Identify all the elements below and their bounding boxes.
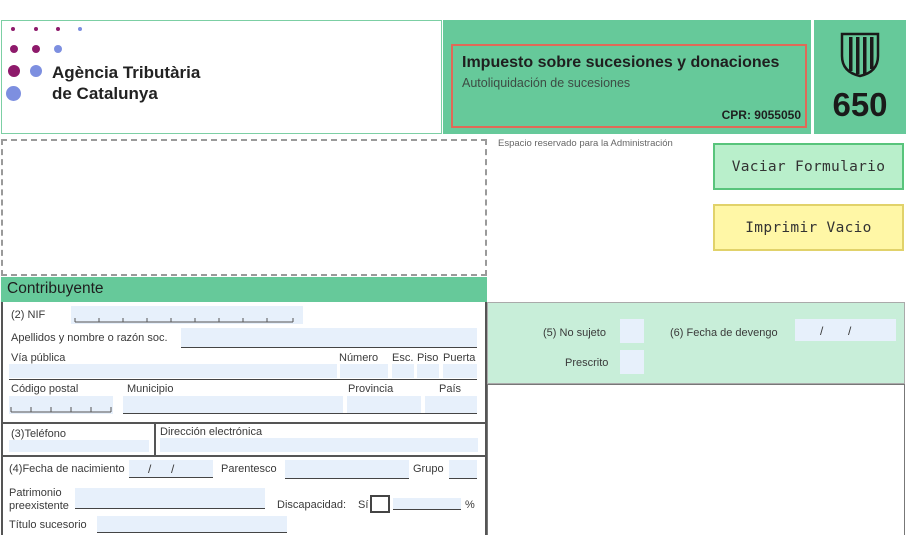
divider [3, 422, 487, 424]
door-label: Puerta [443, 352, 476, 364]
floor-input[interactable] [417, 364, 439, 378]
admin-reserved-label: Espacio reservado para la Administración [498, 138, 673, 149]
disability-underline [393, 509, 461, 510]
group-underline [449, 478, 477, 479]
agency-name-line1: Agència Tributària [52, 63, 201, 82]
nif-comb-ticks [71, 306, 303, 324]
succession-title-label: Título sucesorio [9, 519, 87, 531]
street-input[interactable] [9, 364, 337, 378]
logo-dot [56, 27, 60, 31]
date-separator: / [148, 462, 152, 476]
logo-dot [54, 45, 62, 53]
agency-name-line2: de Catalunya [52, 84, 158, 103]
stair-input[interactable] [392, 364, 414, 378]
email-input[interactable] [160, 438, 478, 452]
nif-label: (2) NIF [11, 309, 46, 321]
right-blank-area [487, 384, 905, 535]
succession-title-input[interactable] [97, 516, 287, 532]
birth-date-label: (4)Fecha de nacimiento [9, 463, 125, 475]
logo-dot [8, 65, 20, 77]
logo-dot [11, 27, 15, 31]
disability-label: Discapacidad: [277, 499, 347, 511]
model-box [814, 20, 906, 134]
birth-date-underline [129, 477, 213, 478]
street-label: Vía pública [11, 352, 66, 364]
date-separator: / [820, 324, 824, 338]
prescribed-label: Prescrito [565, 357, 609, 369]
group-input[interactable] [449, 460, 477, 478]
form-subtitle: Autoliquidación de sucesiones [462, 76, 631, 90]
agency-logo-box [1, 20, 442, 134]
logo-dot [78, 27, 82, 31]
not-subject-checkbox[interactable] [620, 319, 644, 343]
divider [154, 423, 156, 455]
logo-dot [30, 65, 42, 77]
accrual-date-label: (6) Fecha de devengo [670, 327, 778, 339]
kinship-label: Parentesco [221, 463, 277, 475]
disability-yes-label: Sí [358, 499, 369, 511]
cpr-code: CPR: 9055050 [721, 108, 801, 122]
taxpayer-form [1, 302, 487, 535]
succession-title-underline [97, 532, 287, 533]
province-input[interactable] [347, 396, 421, 413]
stair-label: Esc. [392, 352, 414, 364]
kinship-input[interactable] [285, 460, 409, 478]
percent-sign: % [465, 499, 475, 511]
date-separator: / [848, 324, 852, 338]
name-underline [181, 347, 477, 348]
accrual-date-input[interactable] [795, 319, 896, 341]
form-title-box [443, 20, 811, 134]
form-title: Impuesto sobre sucesiones y donaciones [462, 54, 780, 71]
postal-code-label: Código postal [11, 383, 79, 395]
date-separator: / [171, 462, 175, 476]
model-number: 650 [832, 86, 888, 123]
country-input[interactable] [425, 396, 477, 413]
province-label: Provincia [348, 383, 394, 395]
divider [3, 455, 487, 457]
nif-input[interactable] [71, 306, 303, 324]
number-input[interactable] [340, 364, 388, 378]
assets-input[interactable] [75, 488, 265, 508]
name-label: Apellidos y nombre o razón soc. [11, 332, 168, 344]
logo-dot [34, 27, 38, 31]
phone-label: (3)Teléfono [11, 428, 67, 440]
assets-label-line2: preexistente [9, 500, 69, 512]
clear-form-button[interactable]: Vaciar Formulario [713, 143, 904, 190]
kinship-underline [285, 478, 409, 479]
form-title-frame [451, 44, 807, 128]
street-underline [9, 379, 477, 380]
sticker-area [1, 139, 487, 276]
disability-percent-input[interactable] [393, 498, 461, 509]
number-label: Número [339, 352, 379, 364]
logo-dot [10, 45, 18, 53]
status-panel [487, 302, 905, 384]
floor-label: Piso [417, 352, 439, 364]
postal-comb-ticks [9, 396, 113, 414]
door-input[interactable] [443, 364, 477, 378]
catalonia-crest-icon [839, 32, 881, 78]
municipality-input[interactable] [123, 396, 343, 413]
assets-underline [75, 508, 265, 509]
birth-date-input[interactable] [129, 460, 213, 478]
section-title-contribuyente: Contribuyente [1, 277, 487, 302]
email-label: Dirección electrónica [160, 426, 263, 438]
postal-code-input[interactable] [9, 396, 113, 414]
municipality-label: Municipio [127, 383, 174, 395]
not-subject-label: (5) No sujeto [543, 327, 606, 339]
logo-dot [6, 86, 21, 101]
country-label: País [439, 383, 462, 395]
assets-label-line1: Patrimonio [9, 487, 62, 499]
group-label: Grupo [413, 463, 444, 475]
prescribed-checkbox[interactable] [620, 350, 644, 374]
print-blank-button[interactable]: Imprimir Vacio [713, 204, 904, 251]
phone-input[interactable] [9, 440, 149, 452]
address-underline [123, 413, 477, 414]
name-input[interactable] [181, 328, 477, 347]
assets-label [9, 487, 69, 513]
disability-checkbox[interactable] [370, 495, 390, 513]
logo-dot [32, 45, 40, 53]
